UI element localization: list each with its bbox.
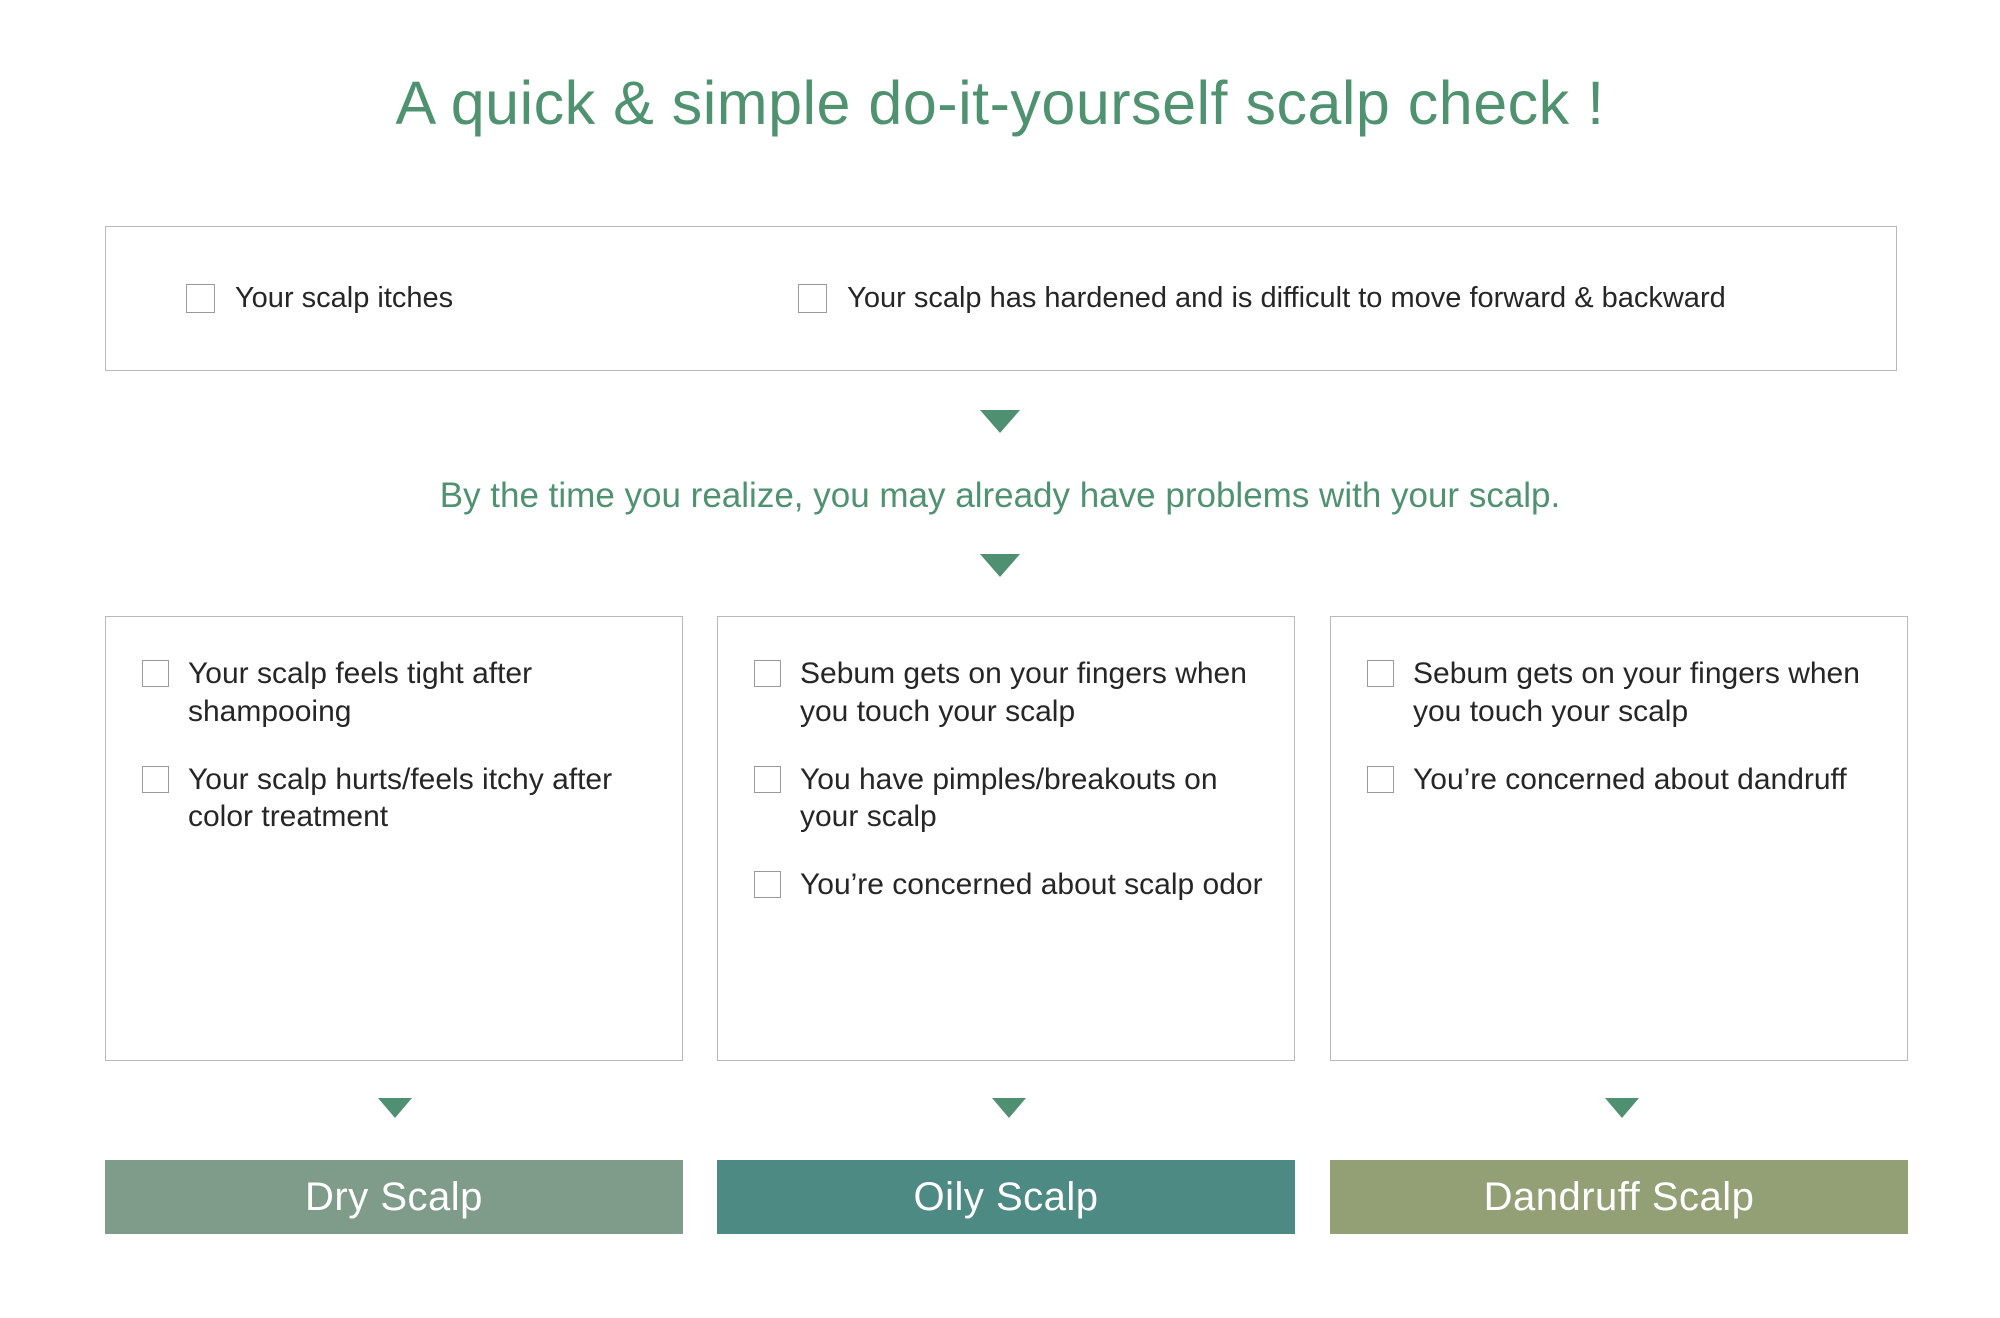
checklist-item[interactable] [1367, 655, 1881, 731]
top-checklist-label-2: Your scalp has hardened and is difficult to move forward & backward [847, 282, 1726, 314]
symptom-box-dandruff [1330, 616, 1908, 1061]
top-symptom-list [106, 227, 1896, 370]
result-label: Oily Scalp [913, 1174, 1099, 1219]
top-checklist-item-2[interactable] [798, 282, 1726, 315]
top-checklist-label-1: Your scalp itches [235, 282, 454, 314]
checkbox-icon[interactable] [142, 766, 169, 793]
down-arrow-icon [378, 1098, 412, 1118]
checklist-item[interactable] [754, 761, 1268, 837]
checklist-label: Sebum gets on your fingers when you touch your scalp [1413, 657, 1860, 728]
checkbox-icon[interactable] [142, 660, 169, 687]
top-symptom-box [105, 226, 1897, 371]
checklist-label: Your scalp hurts/feels itchy after color treatment [188, 762, 613, 834]
result-bar-dry [105, 1160, 683, 1234]
checklist-item[interactable] [754, 866, 1268, 904]
checklist-label: You’re concerned about scalp odor [800, 868, 1263, 902]
result-bar-dandruff [1330, 1160, 1908, 1234]
checklist-item[interactable] [142, 655, 656, 731]
symptom-box-dry [105, 616, 683, 1061]
checkbox-icon[interactable] [798, 284, 827, 313]
page-title: A quick & simple do-it-yourself scalp check ! [395, 69, 1605, 137]
down-arrow-icon [1605, 1098, 1639, 1118]
checkbox-icon[interactable] [754, 766, 781, 793]
checklist-item[interactable] [142, 761, 656, 837]
symptom-box-oily [717, 616, 1295, 1061]
checklist-label: Sebum gets on your fingers when you touch your scalp [800, 657, 1247, 728]
checklist-item[interactable] [754, 655, 1268, 731]
result-label: Dandruff Scalp [1483, 1174, 1755, 1219]
top-checklist-item-1[interactable] [186, 282, 453, 315]
down-arrow-icon [980, 410, 1020, 433]
checklist-item[interactable] [1367, 761, 1881, 799]
checklist-label: Your scalp feels tight after shampooing [188, 657, 533, 728]
result-label: Dry Scalp [305, 1174, 483, 1219]
result-bar-oily [717, 1160, 1295, 1234]
checkbox-icon[interactable] [1367, 766, 1394, 793]
checkbox-icon[interactable] [754, 660, 781, 687]
checklist-label: You’re concerned about dandruff [1413, 762, 1847, 796]
checkbox-icon[interactable] [186, 284, 215, 313]
down-arrow-icon [980, 554, 1020, 577]
checkbox-icon[interactable] [754, 871, 781, 898]
mid-caption: By the time you realize, you may already have problems with your scalp. [439, 476, 1561, 515]
checklist-label: You have pimples/breakouts on your scalp [800, 762, 1218, 834]
down-arrow-icon [992, 1098, 1026, 1118]
checkbox-icon[interactable] [1367, 660, 1394, 687]
